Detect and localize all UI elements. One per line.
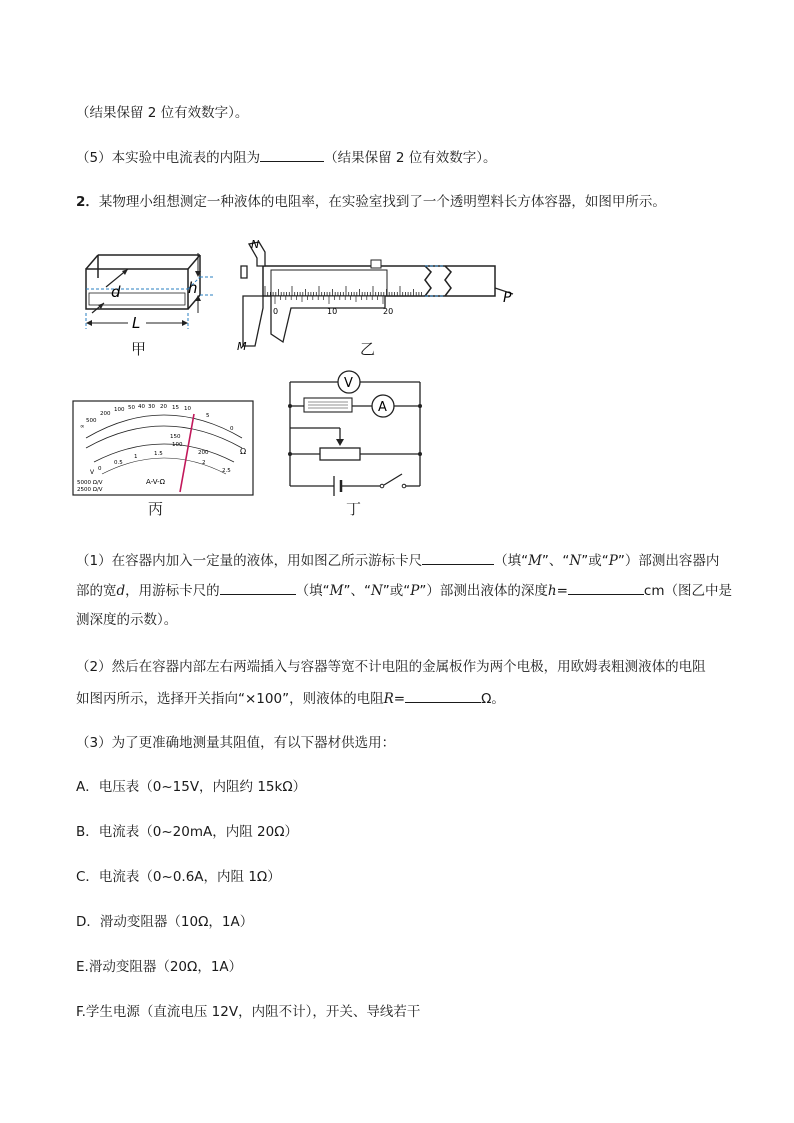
p1-text-f: 部的宽	[76, 583, 117, 599]
ding-V-label: V	[344, 376, 353, 391]
question-number: 2．	[76, 194, 99, 210]
p1-text-e: ”）部测出容器内	[617, 553, 720, 569]
figure-bing-caption: 丙	[148, 500, 164, 518]
bing-mid-100: 100	[172, 442, 183, 448]
p1-M: M	[528, 553, 542, 569]
yi-scale-20: 20	[383, 307, 394, 316]
answer-blank-depth-value[interactable]	[568, 580, 644, 595]
bing-scale-10: 10	[184, 406, 191, 412]
bing-brand: A-V-Ω	[146, 478, 166, 486]
question-2-stem	[76, 193, 666, 211]
figure-ding-circuit	[286, 368, 426, 498]
p2-text-d: Ω。	[481, 691, 505, 707]
jia-L-label: L	[132, 314, 141, 332]
p1-text-j: ”或“	[382, 583, 411, 599]
part-2-line-2	[76, 688, 505, 708]
question-2-text: 某物理小组想测定一种液体的电阻率，在实验室找到了一个透明塑料长方体容器，如图甲所示。	[98, 194, 666, 210]
bing-spec-2: 2500 Ω/V	[77, 487, 103, 493]
option-e	[76, 958, 242, 976]
yi-M-label: M	[237, 340, 247, 353]
option-a	[76, 778, 306, 796]
option-d-text: D．滑动变阻器（10Ω，1A）	[76, 914, 254, 930]
bing-mid-150: 150	[170, 434, 181, 440]
p1-d-var: d	[116, 583, 126, 599]
part-1-line-1	[76, 550, 719, 570]
figure-jia-container	[78, 243, 218, 353]
p3-text: （3）为了更准确地测量其阻值，有以下器材供选用：	[76, 735, 396, 751]
bing-scale-15: 15	[172, 405, 179, 411]
p1-text-d: ”或“	[581, 553, 609, 569]
bing-low-2: 2	[202, 460, 206, 466]
bing-scale-50: 50	[128, 405, 135, 411]
option-b-text: B．电流表（0~20mA，内阻 20Ω）	[76, 824, 299, 840]
line-result-precision	[76, 104, 248, 122]
option-c	[76, 868, 281, 886]
bing-scale-20: 20	[160, 404, 167, 410]
jia-d-label: d	[111, 283, 121, 301]
bing-scale-100: 100	[114, 407, 125, 413]
option-f	[76, 1003, 420, 1021]
p1-M2: M	[329, 583, 344, 599]
p1-text-n: 测深度的示数）。	[76, 612, 178, 628]
p1-P: P	[608, 553, 618, 569]
figure-bing-multimeter	[72, 400, 254, 496]
option-e-text: E.滑动变阻器（20Ω，1A）	[76, 959, 243, 975]
answer-blank-caliper-part-width[interactable]	[422, 550, 494, 565]
bing-spec-1: 5000 Ω/V	[77, 480, 103, 486]
bing-low-0: 0	[98, 466, 102, 472]
q5-text-b: （结果保留 2 位有效数字）。	[324, 150, 497, 166]
bing-low-05: 0.5	[114, 460, 123, 466]
part-3-line	[76, 734, 395, 752]
figure-jia-caption: 甲	[131, 340, 147, 358]
ding-A-label: A	[378, 400, 387, 415]
bing-scale-inf: ∞	[80, 424, 85, 430]
part-1-line-2	[76, 580, 732, 600]
bing-scale-30: 30	[148, 404, 155, 410]
figure-yi-caption: 乙	[360, 340, 376, 358]
p1-N: N	[569, 553, 582, 569]
bing-scale-5: 5	[206, 413, 210, 419]
bing-scale-500: 500	[86, 418, 97, 424]
p1-h-var: h	[547, 583, 557, 599]
bing-scale-40: 40	[138, 404, 145, 410]
option-b	[76, 823, 298, 841]
p1-text-m: cm（图乙中是	[643, 583, 732, 599]
option-a-text: A．电压表（0~15V，内阻约 15kΩ）	[76, 779, 307, 795]
bing-scale-0: 0	[230, 426, 234, 432]
line-question-5	[76, 147, 497, 167]
bing-low-1: 1	[134, 454, 138, 460]
part-1-line-3	[76, 611, 177, 629]
option-f-text: F.学生电源（直流电压 12V，内阻不计），开关、导线若干	[76, 1004, 421, 1020]
p2-text-a: （2）然后在容器内部左右两端插入与容器等宽不计电阻的金属板作为两个电极，用欧姆表粗测液体的电阻	[76, 659, 706, 675]
q5-text-a: （5）本实验中电流表的内阻为	[76, 150, 261, 166]
line-1-text: （结果保留 2 位有效数字）。	[76, 105, 249, 121]
p2-text-b: 如图丙所示，选择开关指向“×100”，则液体的电阻	[76, 691, 384, 707]
answer-blank-liquid-resistance[interactable]	[405, 688, 481, 703]
p2-R-var: R	[383, 691, 394, 707]
yi-scale-10: 10	[327, 307, 338, 316]
p1-N2: N	[370, 583, 383, 599]
yi-P-label: P	[503, 290, 512, 306]
jia-h-label: h	[188, 279, 198, 297]
p1-text-c: ”、“	[541, 553, 570, 569]
answer-blank-ammeter-resistance[interactable]	[260, 147, 324, 162]
p1-text-a: （1）在容器内加入一定量的液体，用如图乙所示游标卡尺	[76, 553, 423, 569]
bing-scale-200: 200	[100, 411, 111, 417]
yi-scale-0: 0	[273, 307, 279, 316]
option-d	[76, 913, 253, 931]
answer-blank-caliper-part-depth[interactable]	[220, 580, 296, 595]
bing-omega: Ω	[240, 447, 247, 456]
figure-ding-caption: 丁	[346, 500, 362, 518]
p2-text-c: =	[393, 691, 406, 707]
part-2-line-1	[76, 658, 706, 676]
p1-text-h: （填“	[295, 583, 330, 599]
figure-yi-caliper	[235, 238, 525, 358]
p1-text-i: ”、“	[343, 583, 371, 599]
p1-text-l: =	[556, 583, 568, 599]
p1-text-b: （填“	[494, 553, 529, 569]
yi-N-label: N	[251, 238, 260, 251]
bing-mid-200: 200	[198, 450, 209, 456]
p1-P2: P	[410, 583, 420, 599]
option-c-text: C．电流表（0~0.6A，内阻 1Ω）	[76, 869, 281, 885]
bing-low-15: 1.5	[154, 451, 163, 457]
p1-text-k: ”）部测出液体的深度	[419, 583, 548, 599]
bing-v-label: V	[90, 469, 95, 476]
bing-low-25: 2.5	[222, 468, 231, 474]
p1-text-g: ，用游标卡尺的	[125, 583, 220, 599]
